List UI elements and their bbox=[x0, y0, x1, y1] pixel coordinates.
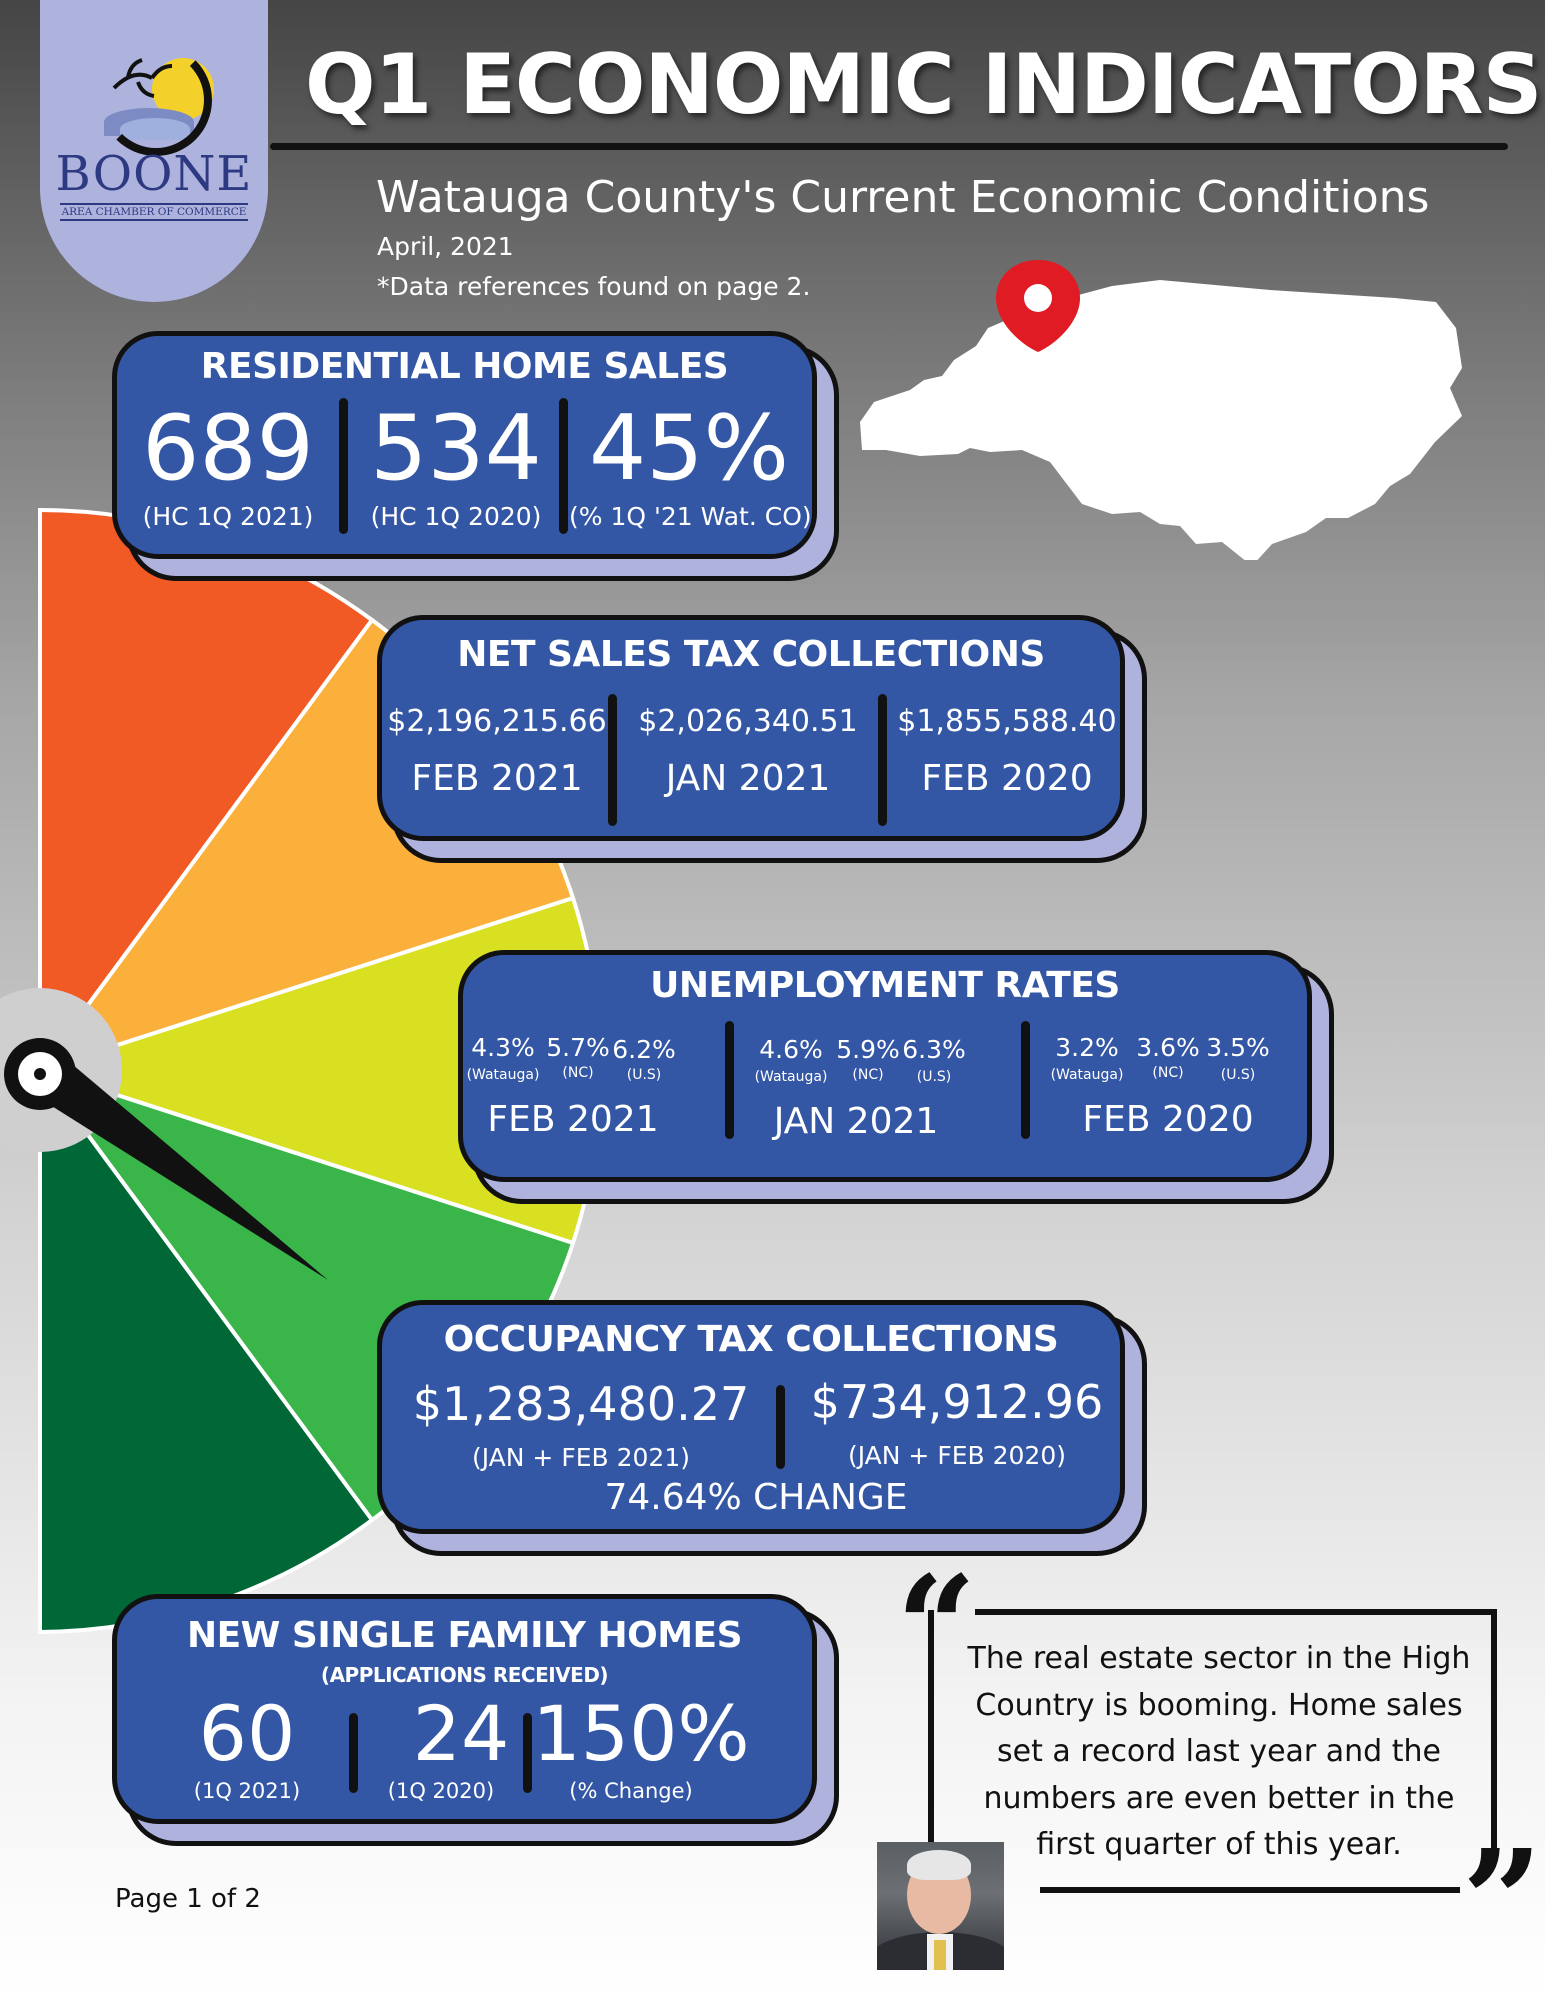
rate-label: (Watauga) bbox=[1050, 1067, 1124, 1083]
stat-label: FEB 2021 bbox=[411, 758, 583, 799]
card-subtitle: (APPLICATIONS RECEIVED) bbox=[320, 1663, 609, 1687]
page-number: Page 1 of 2 bbox=[115, 1884, 261, 1914]
rate-label: (U.S) bbox=[626, 1067, 662, 1083]
rate-value: 4.3% bbox=[471, 1033, 535, 1062]
quote-frame-top bbox=[975, 1609, 1497, 1615]
stat-value: $1,855,588.40 bbox=[897, 704, 1117, 739]
card-title: RESIDENTIAL HOME SALES bbox=[200, 346, 729, 387]
rate-value: 4.6% bbox=[759, 1035, 823, 1064]
rate-value: 6.2% bbox=[612, 1035, 676, 1064]
stat-label: (1Q 2021) bbox=[193, 1779, 301, 1803]
stat-label: (HC 1Q 2020) bbox=[370, 502, 542, 531]
column-divider bbox=[1021, 1021, 1030, 1139]
stat-label: (JAN + FEB 2020) bbox=[848, 1441, 1066, 1470]
rate-label: (U.S) bbox=[1220, 1067, 1256, 1083]
rate-label: (NC) bbox=[852, 1067, 884, 1083]
rate-value: 3.2% bbox=[1055, 1033, 1119, 1062]
column-divider bbox=[559, 398, 568, 534]
data-reference-note: *Data references found on page 2. bbox=[377, 272, 811, 301]
new-single-family-homes-card bbox=[112, 1594, 817, 1824]
period-label: JAN 2021 bbox=[773, 1101, 939, 1142]
stat-value: 689 bbox=[142, 396, 314, 501]
tree-branch-icon bbox=[108, 48, 188, 108]
stat-value: 534 bbox=[370, 396, 542, 501]
stat-label: (% 1Q '21 Wat. CO) bbox=[569, 502, 812, 531]
quote-frame-bottom bbox=[1040, 1887, 1460, 1893]
stat-label: (JAN + FEB 2021) bbox=[472, 1443, 690, 1472]
quote-frame-right bbox=[1491, 1609, 1497, 1849]
residential-home-sales-card bbox=[112, 331, 817, 559]
card-title: NEW SINGLE FAMILY HOMES bbox=[186, 1615, 743, 1656]
unemployment-rates-card bbox=[458, 950, 1312, 1182]
stat-value: 150% bbox=[532, 1689, 750, 1778]
quote-text: The real estate sector in the High Country is booming. Home sales set a record last year and the numbers are even better in the first quarter of this year. bbox=[967, 1641, 1471, 1862]
stat-label: JAN 2021 bbox=[665, 758, 831, 799]
rate-label: (Watauga) bbox=[754, 1069, 828, 1085]
column-divider bbox=[878, 694, 887, 826]
stat-label: (HC 1Q 2021) bbox=[142, 502, 314, 531]
rate-label: (Watauga) bbox=[466, 1067, 540, 1083]
stat-label: (1Q 2020) bbox=[387, 1779, 495, 1803]
report-date: April, 2021 bbox=[377, 232, 514, 261]
occupancy-tax-card bbox=[377, 1300, 1125, 1534]
rate-value: 6.3% bbox=[902, 1035, 966, 1064]
percent-change: 74.64% CHANGE bbox=[604, 1477, 908, 1518]
column-divider bbox=[776, 1385, 785, 1469]
stat-value: 60 bbox=[198, 1689, 296, 1778]
rate-label: (NC) bbox=[562, 1065, 594, 1081]
column-divider bbox=[339, 398, 348, 534]
north-carolina-map bbox=[850, 250, 1470, 560]
open-quote-icon: “ bbox=[896, 1546, 977, 1710]
logo-tagline: AREA CHAMBER OF COMMERCE bbox=[60, 203, 248, 221]
net-sales-tax-card bbox=[377, 615, 1125, 841]
period-label: FEB 2021 bbox=[487, 1099, 659, 1140]
column-divider bbox=[608, 694, 617, 826]
card-title: UNEMPLOYMENT RATES bbox=[650, 965, 1120, 1006]
stat-label: (% Change) bbox=[569, 1779, 693, 1803]
stat-value: 45% bbox=[588, 396, 790, 501]
rate-label: (U.S) bbox=[916, 1069, 952, 1085]
rate-value: 5.9% bbox=[836, 1035, 900, 1064]
stat-value: 24 bbox=[412, 1689, 510, 1778]
rate-label: (NC) bbox=[1152, 1065, 1184, 1081]
stat-value: $2,196,215.66 bbox=[387, 704, 607, 739]
stat-value: $1,283,480.27 bbox=[412, 1377, 750, 1431]
close-quote-icon: ” bbox=[1462, 1820, 1543, 1984]
page-subtitle: Watauga County's Current Economic Conditions bbox=[376, 172, 1430, 223]
rate-value: 3.6% bbox=[1136, 1033, 1200, 1062]
period-label: FEB 2020 bbox=[1082, 1099, 1254, 1140]
logo-wordmark: BOONE bbox=[55, 146, 253, 202]
rate-value: 3.5% bbox=[1206, 1033, 1270, 1062]
card-title: NET SALES TAX COLLECTIONS bbox=[457, 634, 1045, 675]
stat-label: FEB 2020 bbox=[921, 758, 1093, 799]
page-title: Q1 ECONOMIC INDICATORS bbox=[305, 36, 1542, 133]
column-divider bbox=[349, 1713, 358, 1793]
rate-value: 5.7% bbox=[546, 1033, 610, 1062]
stat-value: $2,026,340.51 bbox=[638, 704, 858, 739]
stat-value: $734,912.96 bbox=[810, 1375, 1104, 1429]
speaker-photo bbox=[877, 1842, 1004, 1970]
title-underline bbox=[270, 143, 1508, 150]
card-title: OCCUPANCY TAX COLLECTIONS bbox=[443, 1319, 1059, 1360]
